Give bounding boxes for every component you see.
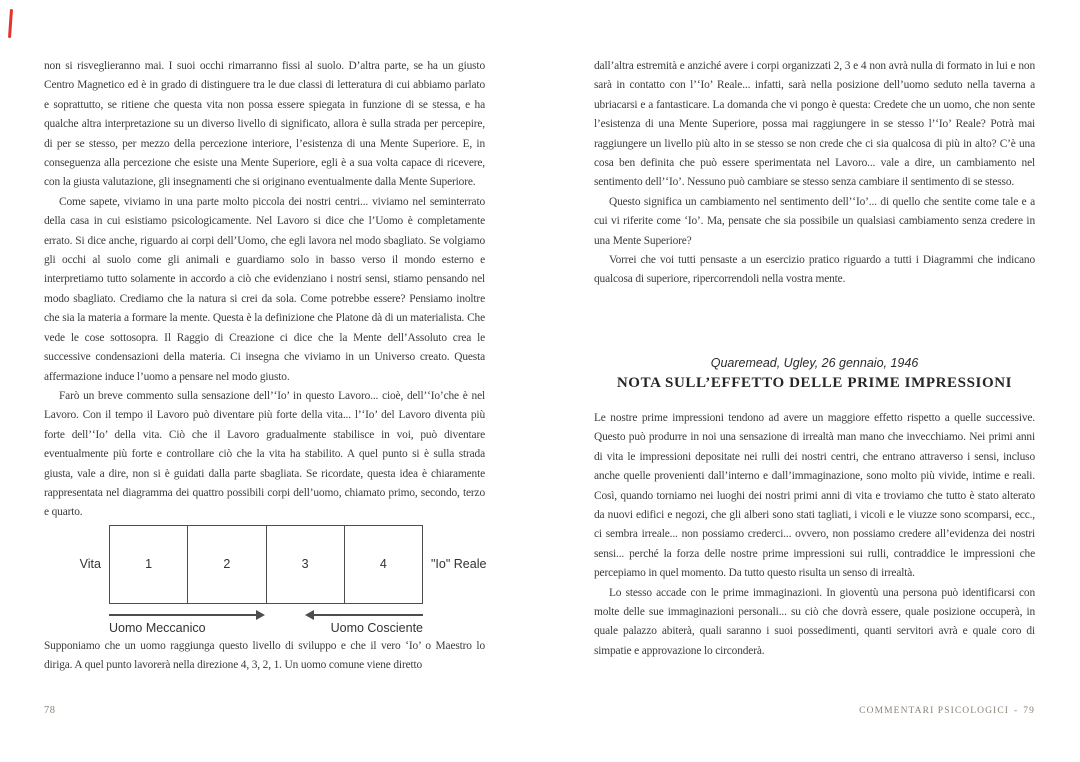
paragraph: Lo stesso accade con le prime immaginazioni. In gioventù una persona può identificarsi con molte delle sue immaginazioni personali... su ciò che dovrà essere, quale posizione occuperà, in quale palazzo abiterà, quali saranno i suoi possedimenti, quanti servitori avrà e quale coro di simpatie e approvazione lo circonderà. — [594, 586, 1035, 657]
running-title: COMMENTARI PSICOLOGICI — [859, 706, 1010, 716]
page-right — [594, 57, 1035, 661]
running-footer — [859, 706, 1035, 716]
diagram-cell-3: 3 — [267, 526, 345, 603]
diagram-boxes — [109, 525, 423, 604]
diagram-label-io-reale: "Io" Reale — [431, 556, 487, 571]
page-number-left: 78 — [44, 705, 56, 716]
right-arrow-icon — [109, 614, 257, 616]
page-left — [44, 57, 485, 676]
paragraph: Vorrei che voi tutti pensaste a un esercizio pratico riguardo a tutti i Diagrammi che indicano qualcosa di superiore, ripercorrendoli nella vostra mente. — [594, 254, 1035, 286]
diagram-cell-2: 2 — [188, 526, 266, 603]
diagram-label-uomo-cosciente: Uomo Cosciente — [330, 620, 423, 635]
red-pen-mark — [8, 9, 13, 38]
section-title: NOTA SULL’EFFETTO DELLE PRIME IMPRESSIONI — [616, 374, 1013, 391]
four-bodies-diagram — [44, 525, 485, 637]
dateline: Quaremead, Ugley, 26 gennaio, 1946 — [710, 355, 919, 370]
paragraph: dall’altra estremità e anziché avere i corpi organizzati 2, 3 e 4 non avrà nulla di formato in lui e non sarà in contatto con l’‘Io’ Reale... infatti, sarà nella posizione dell’uomo seduto nella taverna a ubriacarsi e a fantasticare. La domanda che vi pongo è questa: Credete che un uomo, che non sente l’esistenza di una Mente Superiore, possa mai raggiungere in se stesso l’‘Io’ Reale? Potrà mai raggiungere un livello più alto in se stesso se non crede che ci sia qualcosa di più in alto? C’è una cosa ben definita che può essere sperimentata nel Lavoro... vale a dire, un cambiamento nel sentimento dell’‘Io’. Nessuno può cambiare se stesso senza cambiare il sentimento di se stesso. — [594, 60, 1035, 189]
paragraph: Questo significa un cambiamento nel sentimento dell’‘Io’... di quello che sentite come tale e a cui vi riferite come ‘Io’. Ma, pensate che sia possibile un qualsiasi cambiamento senza credere in una Mente Superiore? — [594, 195, 1035, 247]
paragraph: Le nostre prime impressioni tendono ad avere un maggiore effetto rispetto a quelle successive. Questo può produrre in noi una sensazione di irrealtà man mano che invecchiamo. Nei primi anni di vita le impressioni depositate nei rulli dei nostri centri, che entrano attraverso i sensi, incluso anche quelle provenienti dall’interno e dall’immaginazione, sono molto più vivide, intime e reali. Così, quando torniamo nei luoghi dei nostri primi anni di vita e troviamo che tutto è stato alterato da nuovi edifici e negozi, che gli alberi sono stati tagliati, i vicoli e le viuzze sono scomparsi, ecc., ci sembra irreale... non possiamo crederci... ovvero, non possiamo credere all’evidenza dei nostri sensi... perché la forza delle nostre prime impressioni sui rulli, contraddice le impressioni che percepiamo in quel momento. Da tutto questo risulta un senso di irrealtà. — [594, 411, 1035, 580]
paragraph: Come sapete, viviamo in una parte molto piccola dei nostri centri... viviamo nel seminterrato della casa in cui esistiamo psicologicamente. Nel Lavoro si dice che l’Uomo è completamente errato. Si dice anche, riguardo ai corpi dell’Uomo, che egli lavora nel modo sbagliato. Se volgiamo gli occhi al suolo come gli animali e guardiamo solo in basso verso il mondo esterno e interpretiamo tutto solamente in accordo a ciò che evidenziano i nostri sensi, stiamo pensando nel modo sbagliato. Crediamo che la natura si crei da sola. Come potrebbe essere? Pensiamo inoltre che sia la materia a formare la mente. Questa è la definizione che Platone dà di un materialista. Che vede le cose sottosopra. Il Raggio di Creazione ci dice che la Mente dell’Assoluto crea le successive condensazioni della materia. Ci insegna che viviamo in un Universo creato. Questa affermazione induce l’uomo a pensare nel modo giusto. — [44, 195, 485, 383]
diagram-cell-1: 1 — [110, 526, 188, 603]
section-heading — [594, 356, 1035, 392]
paragraph: non si risveglieranno mai. I suoi occhi rimarranno fissi al suolo. D’altra parte, se ha un giusto Centro Magnetico ed è in grado di distinguere tra le due classi di letteratura di cui abbiamo parlato e soprattutto, se ritiene che questa vita non possa essere spiegata in funzione di se stessa, e ha qualche altra interpretazione su un diverso livello di significato, allora è sulla strada per percepire, di per se stesso, per mezzo della percezione interiore, l’esistenza di una Mente Superiore. E, in conseguenza alla percezione che esiste una Mente Superiore, egli è a sua volta capace di ricevere, con la giusta valutazione, gli insegnamenti che si originano eventualmente dalla Mente Superiore. — [44, 60, 485, 189]
diagram-label-vita: Vita — [79, 556, 101, 571]
paragraph: Farò un breve commento sulla sensazione dell’‘Io’ in questo Lavoro... cioè, dell’‘Io’che è nel Lavoro. Con il tempo il Lavoro può diventare più forte della vita... l’‘Io’ del Lavoro diventa più forte dell’‘Io’ della vita. Ciò che il Lavoro gradualmente stabilisce in voi, può diventare eventualmente più forte e controllare ciò che la vita ha stabilito. A quel punto si è sulla strada giusta, vale a dire, non si è guidati dalla parte sbagliata. Se ricordate, questa idea è chiaramente rappresentata nel diagramma dei quattro possibili corpi dell’uomo, chiamato primo, secondo, terzo e quarto. — [44, 389, 485, 519]
left-arrow-icon — [313, 614, 423, 616]
diagram-label-uomo-meccanico: Uomo Meccanico — [109, 620, 206, 635]
paragraph: Supponiamo che un uomo raggiunga questo livello di sviluppo e che il vero ‘Io’ o Maestro lo diriga. A quel punto lavorerà nella direzione 4, 3, 2, 1. Un uomo comune viene diretto — [44, 639, 485, 672]
diagram-cell-4: 4 — [379, 557, 387, 572]
footer-separator: - — [1014, 706, 1019, 716]
page-number-right: 79 — [1023, 706, 1035, 716]
